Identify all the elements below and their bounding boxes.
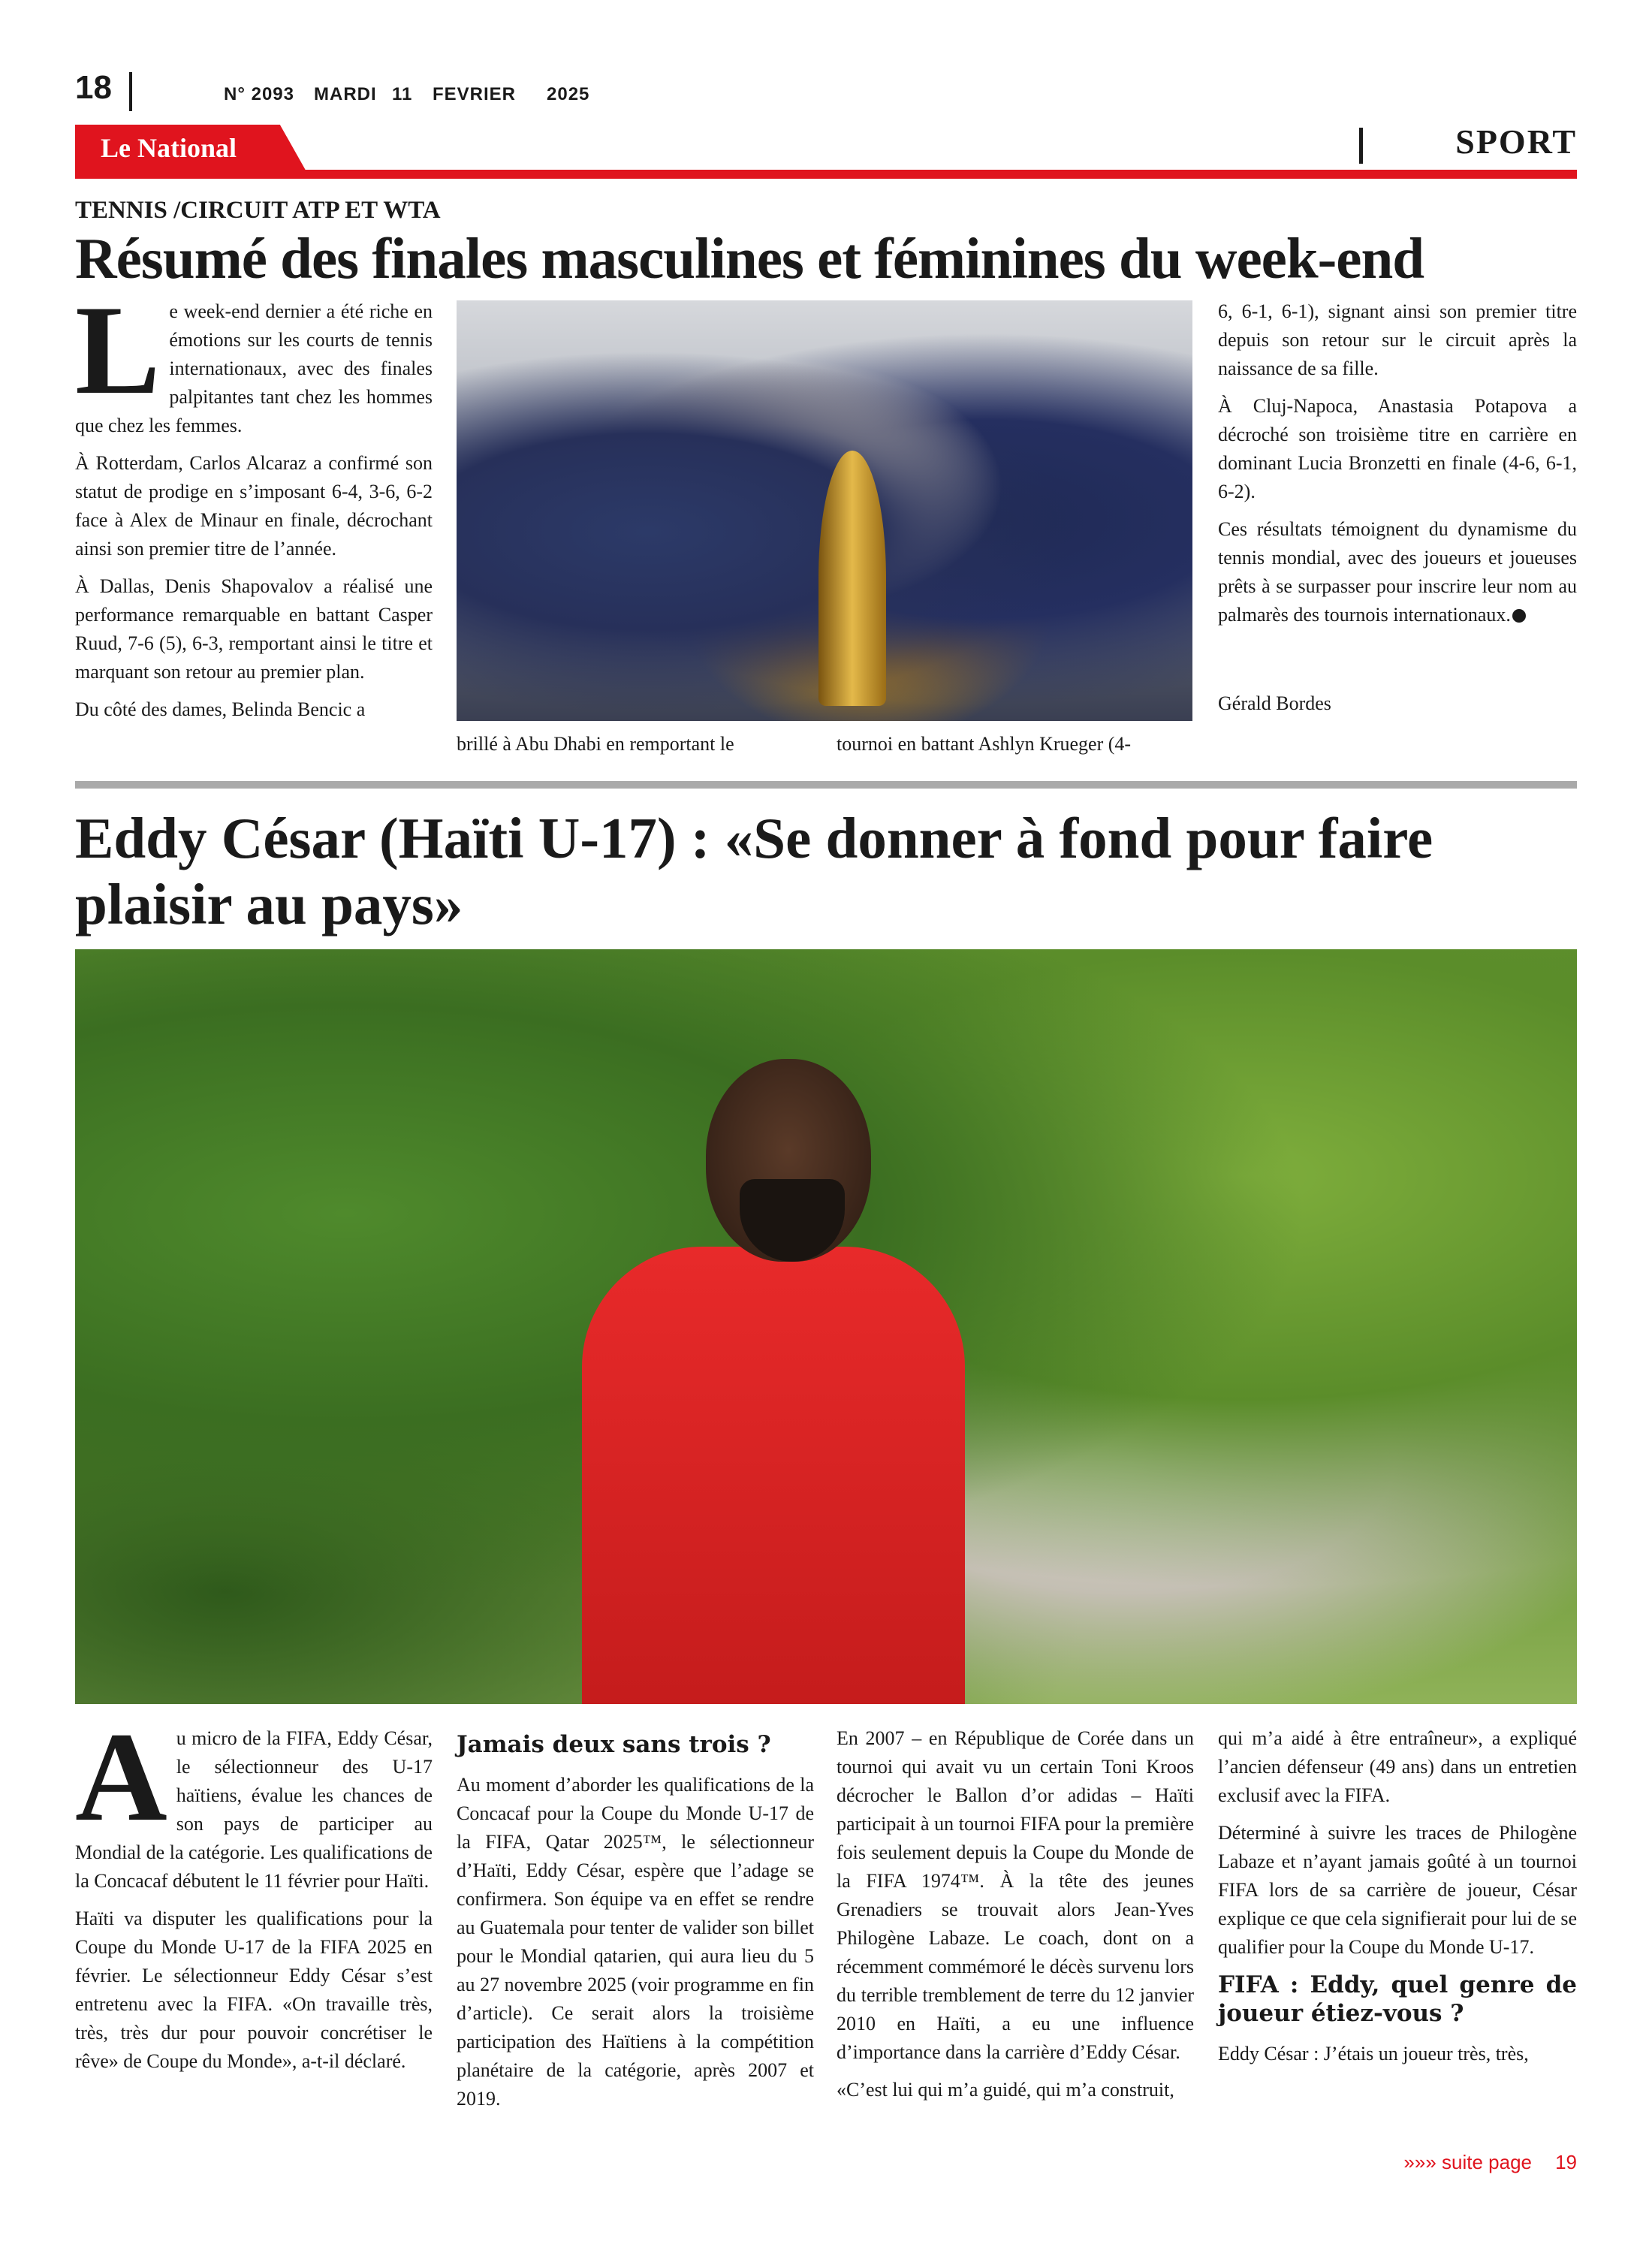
paragraph: e week-end dernier a été riche en émotions sur les courts de tennis internationaux, avec des finales palpitantes tant chez les hommes que chez les femmes. (75, 300, 433, 436)
article2-column-2 (457, 1724, 814, 2122)
article2-subhead-2: FIFA : Eddy, quel genre de joueur étiez-vous ? (1218, 1971, 1577, 2027)
trophy-shape (818, 451, 886, 706)
article2-column-4 (1218, 1724, 1577, 2077)
article2-dropcap: A (75, 1706, 167, 1847)
page-number: 18 (75, 69, 112, 106)
article1-headline: Résumé des finales masculines et féminines du week-end (75, 226, 1424, 291)
brand-name: Le National (101, 133, 237, 163)
article2-column-1 (75, 1706, 433, 2085)
paragraph: Eddy César : J’étais un joueur très, très, (1218, 2043, 1529, 2064)
article1-dropcap: L (75, 279, 161, 421)
issue-day: 11 (392, 84, 413, 104)
coach-red-shirt (582, 1247, 965, 1704)
issue-number: N° 2093 (224, 84, 294, 104)
article2-headline: Eddy César (Haïti U-17) : «Se donner à fond pour faire plaisir au pays» (75, 806, 1433, 936)
paragraph-text: Ces résultats témoignent du dynamisme du tennis mondial, avec des joueurs et joueuses prêts à se surpasser pour inscrire leur nom au palmarès des tournois internationaux. (1218, 518, 1577, 626)
issue-year: 2025 (547, 84, 590, 104)
article1-text-under-photo-right: tournoi en battant Ashlyn Krueger (4- (837, 733, 1132, 755)
end-mark-icon (1512, 609, 1526, 623)
article1-column-1 (75, 279, 433, 733)
article1-kicker: TENNIS /CIRCUIT ATP ET WTA (75, 197, 441, 224)
paragraph (1218, 515, 1577, 629)
article1-text-under-photo-left: brillé à Abu Dhabi en remportant le (457, 733, 734, 755)
paragraph: En 2007 – en République de Corée dans un tournoi qui avait vu un certain Toni Kroos décrocher le Ballon d’or adidas – Haïti participait à un tournoi FIFA pour la première fois seulement depuis la Coupe du Monde de la FIFA 1974™. À la tête des jeunes Grenadiers se trouvait alors Jean-Yves Philogène Labaze. Le coach, dont on a récemment commémoré le décès survenu lors du terrible tremblement de terre du 12 janvier 2010 en Haïti, a eu une influence d’importance dans la carrière d’Eddy César. (837, 1727, 1194, 2063)
issue-weekday: MARDI (314, 84, 377, 104)
paragraph: qui m’a aidé à être entraîneur», a expliqué l’ancien défenseur (49 ans) dans un entretien exclusif avec la FIFA. (1218, 1727, 1577, 1806)
article2-subhead-1: Jamais deux sans trois ? (457, 1731, 771, 1758)
article1-author: Gérald Bordes (1218, 692, 1331, 714)
section-title: SPORT (1455, 122, 1577, 161)
header-rule (75, 170, 1577, 179)
continued-label: »»» suite page (1403, 2151, 1532, 2173)
section-divider (1359, 128, 1363, 164)
paragraph: À Cluj-Napoca, Anastasia Potapova a décroché son troisième titre en carrière en dominant Lucia Bronzetti en finale (4-6, 6-1, 6-2). (1218, 395, 1577, 502)
continued-page-number: 19 (1555, 2151, 1577, 2173)
page-number-divider (129, 72, 132, 111)
article2-column-3 (837, 1724, 1194, 2113)
paragraph: u micro de la FIFA, Eddy César, le sélectionneur des U-17 haïtiens, évalue les chances de son pays de participer au Mondial de la catégorie. Les qualifications de la Concacaf débutent le 11 février pour Haïti. (75, 1727, 433, 1892)
paragraph: «C’est lui qui m’a guidé, qui m’a construit, (837, 2079, 1174, 2101)
issue-month: FEVRIER (433, 84, 517, 104)
paragraph: À Rotterdam, Carlos Alcaraz a confirmé son statut de prodige en s’imposant 6-4, 3-6, 6-2 face à Alex de Minaur en finale, décrochant ainsi son premier titre de l’année. (75, 452, 433, 559)
paragraph: Haïti va disputer les qualifications pour la Coupe du Monde U-17 de la FIFA 2025 en février. Le sélectionneur Eddy César s’est entretenu avec la FIFA. «On travaille très, très, très dur pour pouvoir concrétiser le rêve» de Coupe du Monde», a-t-il déclaré. (75, 1908, 433, 2072)
article1-column-3 (1218, 297, 1577, 638)
paragraph: Du côté des dames, Belinda Bencic a (75, 698, 366, 720)
article-divider (75, 781, 1577, 789)
paragraph: 6, 6-1, 6-1), signant ainsi son premier titre depuis son retour sur le circuit après la naissance de sa fille. (1218, 300, 1577, 379)
paragraph: Au moment d’aborder les qualifications de la Concacaf pour la Coupe du Monde U-17 de la FIFA, Qatar 2025™, le sélectionneur d’Haïti, Eddy César, espère que l’adage se confirmera. Son équipe va en effet se rendre au Guatemala pour tenter de valider son billet pour le Mondial qatarien, qui aura lieu du 5 au 27 novembre 2025 (voir programme en fin d’article). Ce serait alors la troisième participation des Haïtiens à la compétition planétaire de la catégorie, après 2007 et 2019. (457, 1774, 814, 2110)
paragraph: À Dallas, Denis Shapovalov a réalisé une performance remarquable en battant Casper Ruud, 7-6 (5), 6-3, remportant ainsi le titre et marquant son retour au premier plan. (75, 575, 433, 683)
paragraph: Déterminé à suivre les traces de Philogène Labaze et n’ayant jamais goûté à un tournoi FIFA lors de sa carrière de joueur, César explique ce que cela signifierait pour lui de se qualifier pour la Coupe du Monde U-17. (1218, 1822, 1577, 1958)
